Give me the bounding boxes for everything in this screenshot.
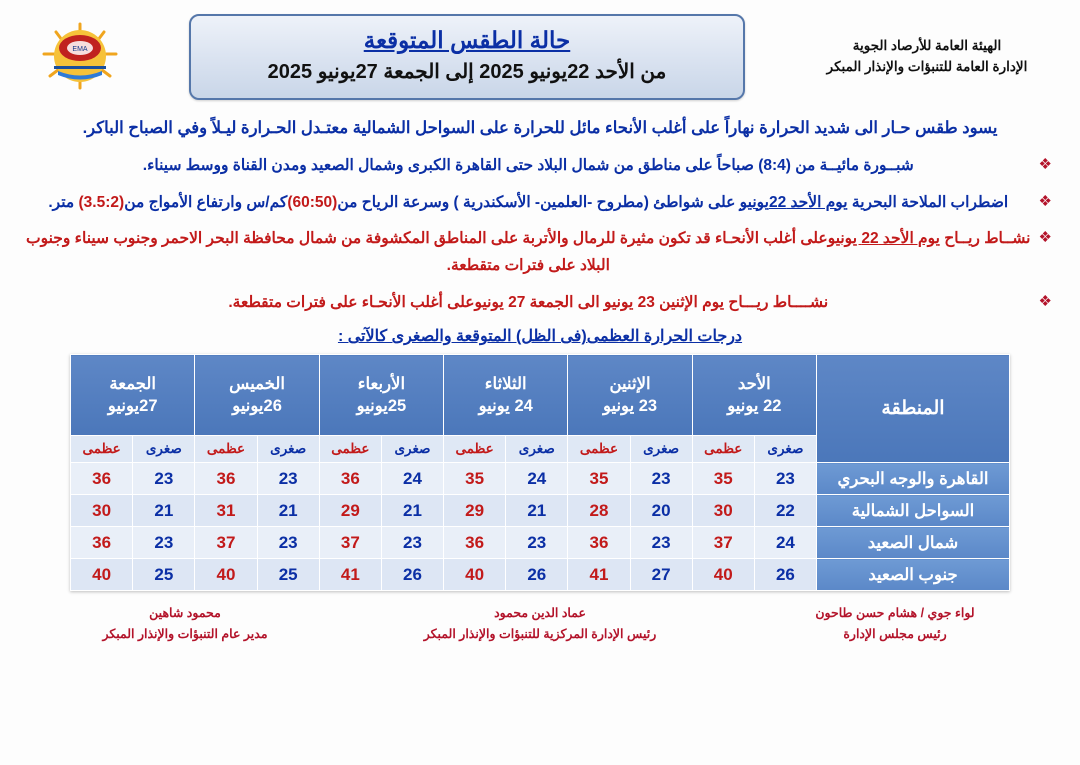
table-row — [71, 559, 1010, 591]
bullet-text — [26, 290, 1031, 317]
signature-left-title: رئيس مجلس الإدارة — [843, 627, 947, 642]
signature-right-name: محمود شاهين — [149, 606, 221, 621]
bullet-text — [26, 153, 1031, 180]
bullet-2-segment-2: على أغلب الأنحـاء قد تكون مثيرة للرمال والأتربة على المناطق المكشوفة من شمال محافظة البحر الاحمر وجنوب سيناء وجنوب البلاد على فترات متقطعة. — [26, 230, 828, 274]
sub-header-min-4: صغرى — [257, 436, 319, 463]
page-title: حالة الطقس المتوقعة — [363, 27, 571, 53]
sub-header-max-4: عظمى — [195, 436, 257, 463]
signature-middle-name: عماد الدين محمود — [494, 606, 586, 621]
max-temp-cell-2-4: 37 — [195, 527, 257, 559]
document-header — [0, 0, 1080, 104]
table-row — [71, 495, 1010, 527]
min-temp-cell-2-4: 23 — [257, 527, 319, 559]
day-header-line: الأربعاء — [357, 374, 406, 393]
temperature-table — [70, 354, 1010, 591]
max-temp-cell-3-3: 41 — [319, 559, 381, 591]
sub-header-min-1: صغرى — [630, 436, 692, 463]
day-header-line: 23 يونيو — [602, 397, 658, 416]
sub-header-max-0: عظمى — [692, 436, 754, 463]
day-header-4 — [195, 355, 319, 436]
bullet-text — [26, 226, 1031, 279]
bullet-2-segment-0: نشــاط ريــاح — [939, 230, 1031, 248]
table-row — [71, 463, 1010, 495]
max-temp-cell-0-5: 36 — [71, 463, 133, 495]
region-cell: السواحل الشمالية — [817, 495, 1010, 527]
max-temp-cell-1-2: 29 — [444, 495, 506, 527]
page-subtitle: من الأحد 22يونيو 2025 إلى الجمعة 27يونيو 2025 — [267, 61, 667, 84]
min-temp-cell-3-1: 27 — [630, 559, 692, 591]
max-temp-cell-1-5: 30 — [71, 495, 133, 527]
day-header-line: الأحد — [737, 374, 771, 393]
bullet-3-segment-0: نشــــاط ريـــاح يوم الإثنين 23 يونيو الى الجمعة 27 يونيوعلى أغلب الأنحـاء على فترات متقطعة. — [228, 293, 829, 311]
day-header-line: الثلاثاء — [484, 374, 527, 393]
max-temp-cell-2-2: 36 — [444, 527, 506, 559]
bullet-diamond-icon: ❖ — [1038, 155, 1052, 173]
min-temp-cell-1-4: 21 — [257, 495, 319, 527]
max-temp-cell-3-0: 40 — [692, 559, 754, 591]
max-temp-cell-3-1: 41 — [568, 559, 630, 591]
bullet-1-segment-4: كم/س وارتفاع الأمواج من — [124, 193, 288, 211]
min-temp-cell-3-4: 25 — [257, 559, 319, 591]
bullet-list — [26, 153, 1054, 316]
max-temp-cell-1-0: 30 — [692, 495, 754, 527]
bullet-0-segment-1: على مناطق من شمال البلاد حتى القاهرة الكبرى وشمال الصعيد ومدن القناة ووسط سيناء. — [142, 156, 718, 174]
day-header-line: الجمعة — [109, 374, 157, 393]
min-temp-cell-3-5: 25 — [133, 559, 195, 591]
bullet-0-segment-0: شبــورة مائيــة من (8:4) صباحاً — [717, 156, 914, 174]
max-temp-cell-0-3: 36 — [319, 463, 381, 495]
bullet-1-segment-5: (3.5:2) — [78, 193, 125, 211]
bullet-1-segment-3: (60:50) — [287, 193, 338, 211]
bullet-1-segment-0: اضطراب الملاحة البحرية — [847, 193, 1009, 211]
region-column-header: المنطقة — [817, 355, 1010, 463]
signature-middle-title: رئيس الإدارة المركزية للتنبؤات والإنذار المبكر — [423, 627, 657, 642]
bullet-1-segment-1: يوم الأحد 22يونيو — [739, 193, 848, 211]
document-content — [0, 104, 1080, 591]
day-header-1 — [568, 355, 692, 436]
table-body — [71, 463, 1010, 591]
min-temp-cell-0-1: 23 — [630, 463, 692, 495]
sub-header-max-2: عظمى — [444, 436, 506, 463]
min-temp-cell-1-3: 21 — [381, 495, 443, 527]
day-header-5 — [71, 355, 195, 436]
org-line-1: الهيئة العامة للأرصاد الجوية — [852, 38, 1002, 54]
max-temp-cell-1-1: 28 — [568, 495, 630, 527]
table-caption: درجات الحرارة العظمى(فى الظل) المتوقعة والصغرى كالآتى : — [337, 328, 743, 346]
ema-sun-logo-icon — [28, 18, 132, 96]
day-header-line: 27يونيو — [107, 397, 158, 416]
min-temp-cell-0-5: 23 — [133, 463, 195, 495]
min-temp-cell-1-0: 22 — [754, 495, 816, 527]
min-temp-cell-1-5: 21 — [133, 495, 195, 527]
max-temp-cell-0-1: 35 — [568, 463, 630, 495]
min-temp-cell-2-3: 23 — [381, 527, 443, 559]
bullet-item — [26, 153, 1054, 180]
bullet-1-segment-2: على شواطئ (مطروح -العلمين- الأسكندرية ) وسرعة الرياح من — [337, 193, 740, 211]
min-temp-cell-2-1: 23 — [630, 527, 692, 559]
day-header-0 — [692, 355, 816, 436]
max-temp-cell-3-2: 40 — [444, 559, 506, 591]
max-temp-cell-0-0: 35 — [692, 463, 754, 495]
min-temp-cell-2-2: 23 — [506, 527, 568, 559]
svg-text:EMA: EMA — [72, 46, 88, 54]
region-cell: شمال الصعيد — [817, 527, 1010, 559]
max-temp-cell-3-5: 40 — [71, 559, 133, 591]
bullet-1-segment-6: متر. — [48, 193, 79, 211]
min-temp-cell-1-1: 20 — [630, 495, 692, 527]
max-temp-cell-1-3: 29 — [319, 495, 381, 527]
bullet-text — [26, 190, 1031, 217]
min-temp-cell-0-3: 24 — [381, 463, 443, 495]
title-box — [189, 14, 745, 100]
lead-paragraph: يسود طقس حـار الى شديد الحرارة نهاراً على أغلب الأنحاء مائل للحرارة على السواحل الشمالية معتـدل الحـرارة ليـلاً وفي الصباح الباكر. — [82, 119, 998, 138]
signature-left-name: لواء جوي / هشام حسن طاحون — [815, 606, 975, 621]
max-temp-cell-0-2: 35 — [444, 463, 506, 495]
bullet-2-segment-1: يوم الأحد 22 يونيو — [827, 230, 940, 248]
min-temp-cell-2-5: 23 — [133, 527, 195, 559]
sub-header-max-3: عظمى — [319, 436, 381, 463]
table-row — [71, 527, 1010, 559]
min-temp-cell-0-0: 23 — [754, 463, 816, 495]
max-temp-cell-2-5: 36 — [71, 527, 133, 559]
day-header-line: الخميس — [229, 374, 285, 393]
day-header-line: 24 يونيو — [478, 397, 533, 416]
day-header-line: 25يونيو — [356, 397, 407, 416]
max-temp-cell-2-1: 36 — [568, 527, 630, 559]
min-temp-cell-0-4: 23 — [257, 463, 319, 495]
bullet-diamond-icon: ❖ — [1038, 229, 1052, 247]
organization-name — [802, 36, 1052, 78]
min-temp-cell-0-2: 24 — [506, 463, 568, 495]
min-temp-cell-3-2: 26 — [506, 559, 568, 591]
signature-right — [40, 603, 330, 646]
signature-middle — [380, 603, 700, 646]
min-temp-cell-2-0: 24 — [754, 527, 816, 559]
min-temp-cell-3-0: 26 — [754, 559, 816, 591]
sub-header-min-3: صغرى — [381, 436, 443, 463]
signatures-footer — [0, 591, 1080, 646]
sub-header-min-0: صغرى — [754, 436, 816, 463]
region-cell: القاهرة والوجه البحري — [817, 463, 1010, 495]
max-temp-cell-2-0: 37 — [692, 527, 754, 559]
bullet-diamond-icon: ❖ — [1038, 292, 1052, 310]
region-cell: جنوب الصعيد — [817, 559, 1010, 591]
table-header-row-days — [71, 355, 1010, 436]
signature-left — [750, 603, 1040, 646]
day-header-2 — [444, 355, 568, 436]
sub-header-min-5: صغرى — [133, 436, 195, 463]
day-header-line: 26يونيو — [232, 397, 282, 416]
sub-header-min-2: صغرى — [506, 436, 568, 463]
max-temp-cell-2-3: 37 — [319, 527, 381, 559]
org-line-2: الإدارة العامة للتنبؤات والإنذار المبكر — [826, 59, 1028, 75]
day-header-3 — [319, 355, 443, 436]
bullet-item — [26, 226, 1054, 279]
day-header-line: 22 يونيو — [727, 397, 782, 416]
bullet-item — [26, 190, 1054, 217]
min-temp-cell-3-3: 26 — [381, 559, 443, 591]
day-header-line: الإثنين — [609, 374, 651, 393]
signature-right-title: مدير عام التنبؤات والإنذار المبكر — [102, 627, 268, 642]
bullet-item — [26, 290, 1054, 317]
bullet-diamond-icon: ❖ — [1038, 192, 1052, 210]
max-temp-cell-1-4: 31 — [195, 495, 257, 527]
sub-header-max-5: عظمى — [71, 436, 133, 463]
max-temp-cell-3-4: 40 — [195, 559, 257, 591]
max-temp-cell-0-4: 36 — [195, 463, 257, 495]
sub-header-max-1: عظمى — [568, 436, 630, 463]
min-temp-cell-1-2: 21 — [506, 495, 568, 527]
